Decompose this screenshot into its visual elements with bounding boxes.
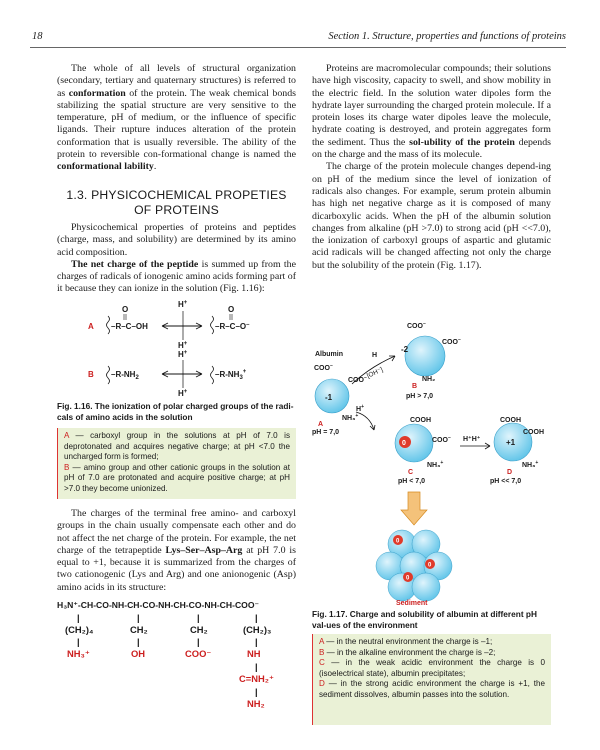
fig116-row-b [88, 350, 247, 398]
a-left-formula: –R–C–OH [111, 322, 148, 331]
lys-radical-chain: (CH₂)₄ [65, 624, 94, 635]
ph-d: pH << 7,0 [490, 478, 522, 485]
paragraph-charge-change: The charge of the protein molecule changes depend-ing on pH of the medium since the level of ionization of radicals also changes. For example, serum protein albumin has high net negative charge as it is composed of many dicarboxylic acids. When the pH of the albumin solution changes from alkaline (pH >7.0) to strong acid (pH <<7.0), the ionization of carboxyl groups of aspartic and glutamic acid radicals will be changed affecting not only the charge but the solubility of the protein (Fig. 1.17). [312, 161, 551, 271]
arg-radical-chain: (CH₂)₃ [243, 624, 272, 635]
c-nh3: NH₃+ [427, 460, 444, 469]
legend117-d: D — in the strong acidic environment the charge is +1, the sediment dissolves, albumin passes into the solution. [319, 679, 545, 699]
h-plus-ac: H+ [356, 404, 364, 413]
fig-1-17-caption: Fig. 1.17. Charge and solubility of albumin at different pH val-ues of the environment [312, 609, 537, 630]
label-d-117: D [507, 469, 513, 476]
ph-b: pH > 7,0 [406, 393, 434, 400]
squiggle-a2 [211, 316, 214, 334]
fig-1-16-caption: Fig. 1.16. The ionization of polar charged groups of the radi-cals of amino acids in the solution [57, 401, 294, 422]
page-number: 18 [32, 31, 43, 42]
left-column-mid [57, 222, 296, 296]
sediment-label: Sediment [396, 600, 428, 607]
fig116-row-a [88, 300, 250, 350]
squiggle-b1 [107, 366, 110, 384]
fig-1-17-legend [312, 634, 551, 725]
label-a: A [88, 322, 94, 331]
arg-nh: NH [247, 648, 261, 659]
charge-b: -2 [401, 345, 409, 354]
squiggle-a1 [107, 316, 110, 334]
paragraph-net-charge: The net charge of the peptide is summed up from the charges of radicals of ionogenic amino acids forming part of it because they can ionize in the solution (Fig. 1.16): [57, 258, 296, 295]
a-coo-right: COO– [348, 375, 367, 384]
albumin-b-ball [405, 336, 445, 376]
b-right-formula: $-R-NH_3^+$ [215, 369, 247, 381]
section-title: Section 1. Structure, properties and functions of proteins [328, 31, 566, 42]
section-heading: 1.3. PHYSICOCHEMICAL PROPETIES OF PROTEINS [66, 188, 287, 217]
hplus-top-a: H+ [178, 300, 188, 309]
sediment-arrow [401, 492, 427, 525]
ph-a: pH = 7,0 [312, 429, 340, 436]
svg-text:0: 0 [406, 575, 410, 582]
ser-radical-chain: CH₂ [130, 624, 148, 635]
a-coo-top: COO– [314, 363, 333, 372]
label-a-117: A [318, 421, 324, 428]
fig-1-16-legend [57, 428, 296, 499]
a-nh3: NH₃+ [342, 413, 359, 422]
c-coo: COO– [432, 435, 451, 444]
d-cooh-top: COOH [500, 417, 521, 424]
hplus-bottom-a: H+ [178, 341, 188, 350]
svg-text:0: 0 [428, 562, 432, 569]
left-column-top [57, 63, 296, 174]
c-cooh: COOH [410, 417, 431, 424]
label-b: B [88, 370, 94, 379]
charge-c: 0 [402, 440, 406, 447]
a-right-formula: –R–C–O– [215, 322, 250, 331]
paragraph-macromolecular: Proteins are macromolecular compounds; their solutions have high viscosity, capacity to swell, and show mobility in the electric field. In the solution water dipoles form the hydrate layer surrounding the charged protein molecule. If a protein loses its charge water dipoles leave the molecule, hydrate coating is destroyed, and protein aggregates form the sediment. Thus the sol-ubility of the protein depends on the charge and the mass of its molecule. [312, 63, 551, 161]
fig-1-17-diagram [310, 312, 560, 607]
legend117-c: C — in the weak acidic environment the charge is 0 (isoelectrical state), albumin precipitates; [319, 658, 545, 678]
b-nh2: NH₂ [422, 376, 436, 383]
equilibrium-arrow-a [162, 323, 202, 329]
legend117-a: A — in the neutral environment the charge is –1; [319, 637, 493, 646]
legend116-b: B — amino group and other cationic groups in the solution at pH of 7.0 are protonated and acquire positive charge; at pH >7.0 they become unionized. [64, 462, 290, 493]
legend116-a: A — carboxyl group in the solutions at pH of 7.0 is deprotonated and acquires negative charge; at pH <7.0 the uncharged form is formed; [64, 431, 290, 461]
label-b-117: B [412, 383, 418, 390]
squiggle-b2 [211, 366, 214, 384]
d-cooh-right: COOH [523, 429, 544, 436]
o-top-a2: O [228, 305, 235, 314]
hplus-top-b: H+ [178, 350, 188, 359]
paragraph-terminal-groups: The charges of the terminal free amino- and carboxyl groups in the chain usually compensate each other and do not affect the net charge of the protein. For example, the net charge of the tetrapeptide Lys–Ser–Asp–Arg at pH 7.0 is equal to +1, because it is summarized from the charges of two cationogenic (Lys and Arg) and one anionogenic (Asp) amino acids in its structure: [57, 508, 296, 593]
b-left-formula: $-R-NH_2$ [111, 370, 139, 381]
hh-label: H⁺H⁺ [463, 436, 481, 443]
hplus-bottom-b: H+ [178, 389, 188, 398]
right-column-top [312, 63, 551, 272]
asp-radical-chain: CH₂ [190, 624, 208, 635]
b-coo-top: COO– [407, 321, 426, 330]
peptide-backbone: H₃N⁺-CH-CO-NH-CH-CO-NH-CH-CO-NH-CH-COO⁻ [57, 600, 260, 610]
ser-hydroxyl: OH [131, 648, 146, 659]
fig-1-16-diagram [70, 298, 300, 398]
charge-a: -1 [325, 393, 333, 402]
asp-carboxyl: COO⁻ [185, 648, 212, 659]
arg-guanidino: C=NH₂⁺ [239, 673, 274, 684]
charge-d: +1 [506, 438, 516, 447]
legend117-b: B — in the alkaline environment the charge is –2; [319, 647, 496, 657]
left-column-bottom [57, 508, 296, 594]
paragraph-conformation: The whole of all levels of structural organization (secondary, tertiary and quaternary structures) is referred to as conformation of the protein. The weak chemical bonds stabilizing the spatial structure are very sensitive to the temperature, pH of medium, or the influence of specific ligands. Their rupture induces alteration of the protein conformation that is usually reversible. The ability of the protein to reversible con-formational change is named the conformational lability. [57, 63, 296, 173]
svg-text:0: 0 [396, 538, 400, 545]
albumin-label: Albumin [315, 351, 343, 358]
lys-amino-group: NH₃⁺ [67, 648, 90, 659]
ph-c: pH < 7,0 [398, 478, 426, 485]
equilibrium-arrow-b [162, 371, 202, 377]
b-coo-right: COO– [442, 337, 461, 346]
d-nh3: NH₃+ [522, 460, 539, 469]
paragraph-physicochemical: Physicochemical properties of proteins and peptides (charge, mass, and solubility) are determined by its amino acid composition. [57, 222, 296, 258]
tetrapeptide-structure: H₃N⁺-CH-CO-NH-CH-CO-NH-CH-CO-NH-CH-COO⁻ | | | | (CH₂)₄ CH₂ CH₂ (CH₂)₃ | | | | NH₃⁺ OH COO⁻ NH | C=NH₂⁺ | NH₂ [57, 600, 274, 709]
h-above-arrow-ab: H [372, 352, 378, 359]
o-top-a1: O [122, 305, 129, 314]
arg-nh2: NH₂ [247, 698, 265, 709]
label-c-117: C [408, 469, 414, 476]
oh-label: [OH⁻] [365, 366, 385, 380]
page-header [30, 31, 566, 48]
sediment-cluster [376, 530, 452, 601]
